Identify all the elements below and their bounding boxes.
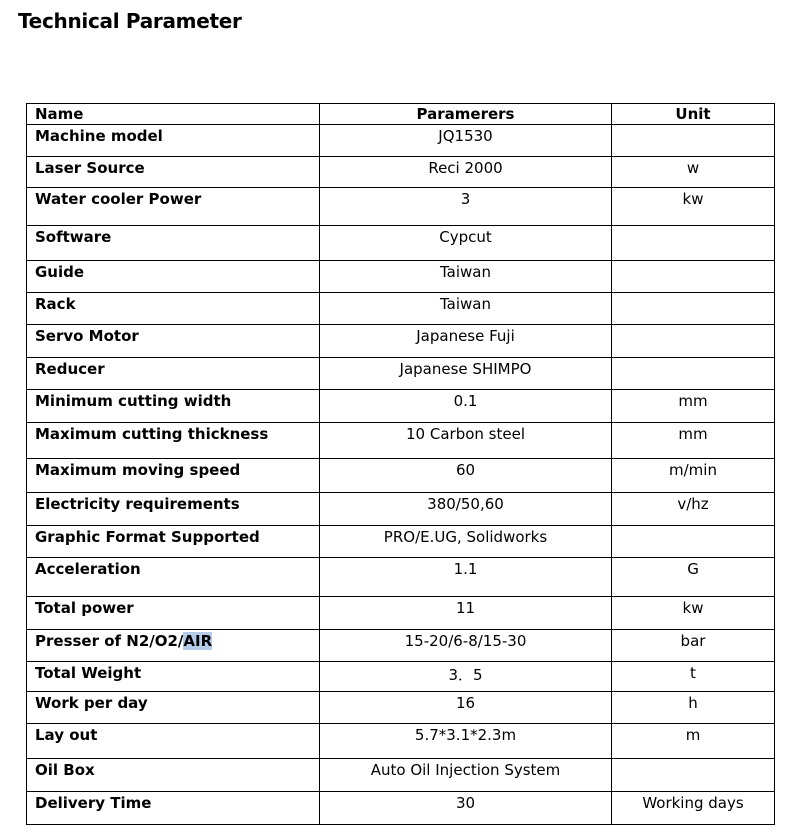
row-unit: t xyxy=(612,662,775,692)
row-name: Maximum cutting thickness xyxy=(27,423,320,459)
row-value: 16 xyxy=(320,692,612,724)
table-row xyxy=(27,188,775,226)
table-row xyxy=(27,630,775,662)
table-row xyxy=(27,261,775,293)
row-name: Total Weight xyxy=(27,662,320,692)
row-unit: m xyxy=(612,724,775,759)
table-row xyxy=(27,358,775,390)
row-unit xyxy=(612,293,775,325)
header-parameters: Paramerers xyxy=(320,104,612,125)
row-value: 11 xyxy=(320,597,612,630)
row-name: Oil Box xyxy=(27,759,320,792)
table-row xyxy=(27,759,775,792)
table-row xyxy=(27,526,775,558)
row-name: Delivery Time xyxy=(27,792,320,825)
row-name: Minimum cutting width xyxy=(27,390,320,423)
row-unit: v/hz xyxy=(612,493,775,526)
row-unit: G xyxy=(612,558,775,597)
row-unit xyxy=(612,125,775,157)
row-value: 60 xyxy=(320,459,612,493)
row-name: Reducer xyxy=(27,358,320,390)
table-row xyxy=(27,226,775,261)
row-unit xyxy=(612,526,775,558)
row-unit: mm xyxy=(612,390,775,423)
header-name: Name xyxy=(27,104,320,125)
row-name-text: Presser of N2/O2/ xyxy=(35,632,184,650)
row-value: Taiwan xyxy=(320,293,612,325)
row-value: Taiwan xyxy=(320,261,612,293)
row-unit xyxy=(612,358,775,390)
table-row xyxy=(27,459,775,493)
row-name: Graphic Format Supported xyxy=(27,526,320,558)
row-unit: bar xyxy=(612,630,775,662)
row-value: Japanese SHIMPO xyxy=(320,358,612,390)
row-value: PRO/E.UG, Solidworks xyxy=(320,526,612,558)
row-value: Reci 2000 xyxy=(320,157,612,188)
row-value: 5.7*3.1*2.3m xyxy=(320,724,612,759)
row-name: Water cooler Power xyxy=(27,188,320,226)
row-unit: Working days xyxy=(612,792,775,825)
table-row xyxy=(27,390,775,423)
row-unit: m/min xyxy=(612,459,775,493)
row-name: Laser Source xyxy=(27,157,320,188)
row-name: Rack xyxy=(27,293,320,325)
table-row xyxy=(27,157,775,188)
technical-parameter-table xyxy=(26,103,775,825)
row-name: Work per day xyxy=(27,692,320,724)
row-unit: mm xyxy=(612,423,775,459)
table-row xyxy=(27,293,775,325)
table-row xyxy=(27,493,775,526)
row-name: Total power xyxy=(27,597,320,630)
row-unit: h xyxy=(612,692,775,724)
table-row xyxy=(27,662,775,692)
row-value: 1.1 xyxy=(320,558,612,597)
row-name: Acceleration xyxy=(27,558,320,597)
row-name: Servo Motor xyxy=(27,325,320,358)
row-value: 3．5 xyxy=(320,662,612,692)
table-header-row xyxy=(27,104,775,125)
table-row xyxy=(27,724,775,759)
table-row xyxy=(27,423,775,459)
row-name: Machine model xyxy=(27,125,320,157)
header-unit: Unit xyxy=(612,104,775,125)
row-value: 10 Carbon steel xyxy=(320,423,612,459)
row-name xyxy=(27,630,320,662)
row-value: 3 xyxy=(320,188,612,226)
row-unit: kw xyxy=(612,597,775,630)
row-value: 0.1 xyxy=(320,390,612,423)
table-row xyxy=(27,125,775,157)
row-unit xyxy=(612,261,775,293)
row-value: JQ1530 xyxy=(320,125,612,157)
row-unit: kw xyxy=(612,188,775,226)
selected-text-highlight[interactable]: AIR xyxy=(183,632,213,650)
page-title: Technical Parameter xyxy=(18,9,242,33)
table-row xyxy=(27,692,775,724)
table-row xyxy=(27,558,775,597)
row-unit: w xyxy=(612,157,775,188)
row-name: Guide xyxy=(27,261,320,293)
row-value: 380/50,60 xyxy=(320,493,612,526)
row-unit xyxy=(612,325,775,358)
row-value: 30 xyxy=(320,792,612,825)
table-row xyxy=(27,792,775,825)
row-name: Software xyxy=(27,226,320,261)
row-value: 15-20/6-8/15-30 xyxy=(320,630,612,662)
row-unit xyxy=(612,226,775,261)
row-value: Auto Oil Injection System xyxy=(320,759,612,792)
row-value: Cypcut xyxy=(320,226,612,261)
table-row xyxy=(27,325,775,358)
row-name: Electricity requirements xyxy=(27,493,320,526)
row-name: Lay out xyxy=(27,724,320,759)
row-unit xyxy=(612,759,775,792)
row-value: Japanese Fuji xyxy=(320,325,612,358)
row-name: Maximum moving speed xyxy=(27,459,320,493)
table-row xyxy=(27,597,775,630)
